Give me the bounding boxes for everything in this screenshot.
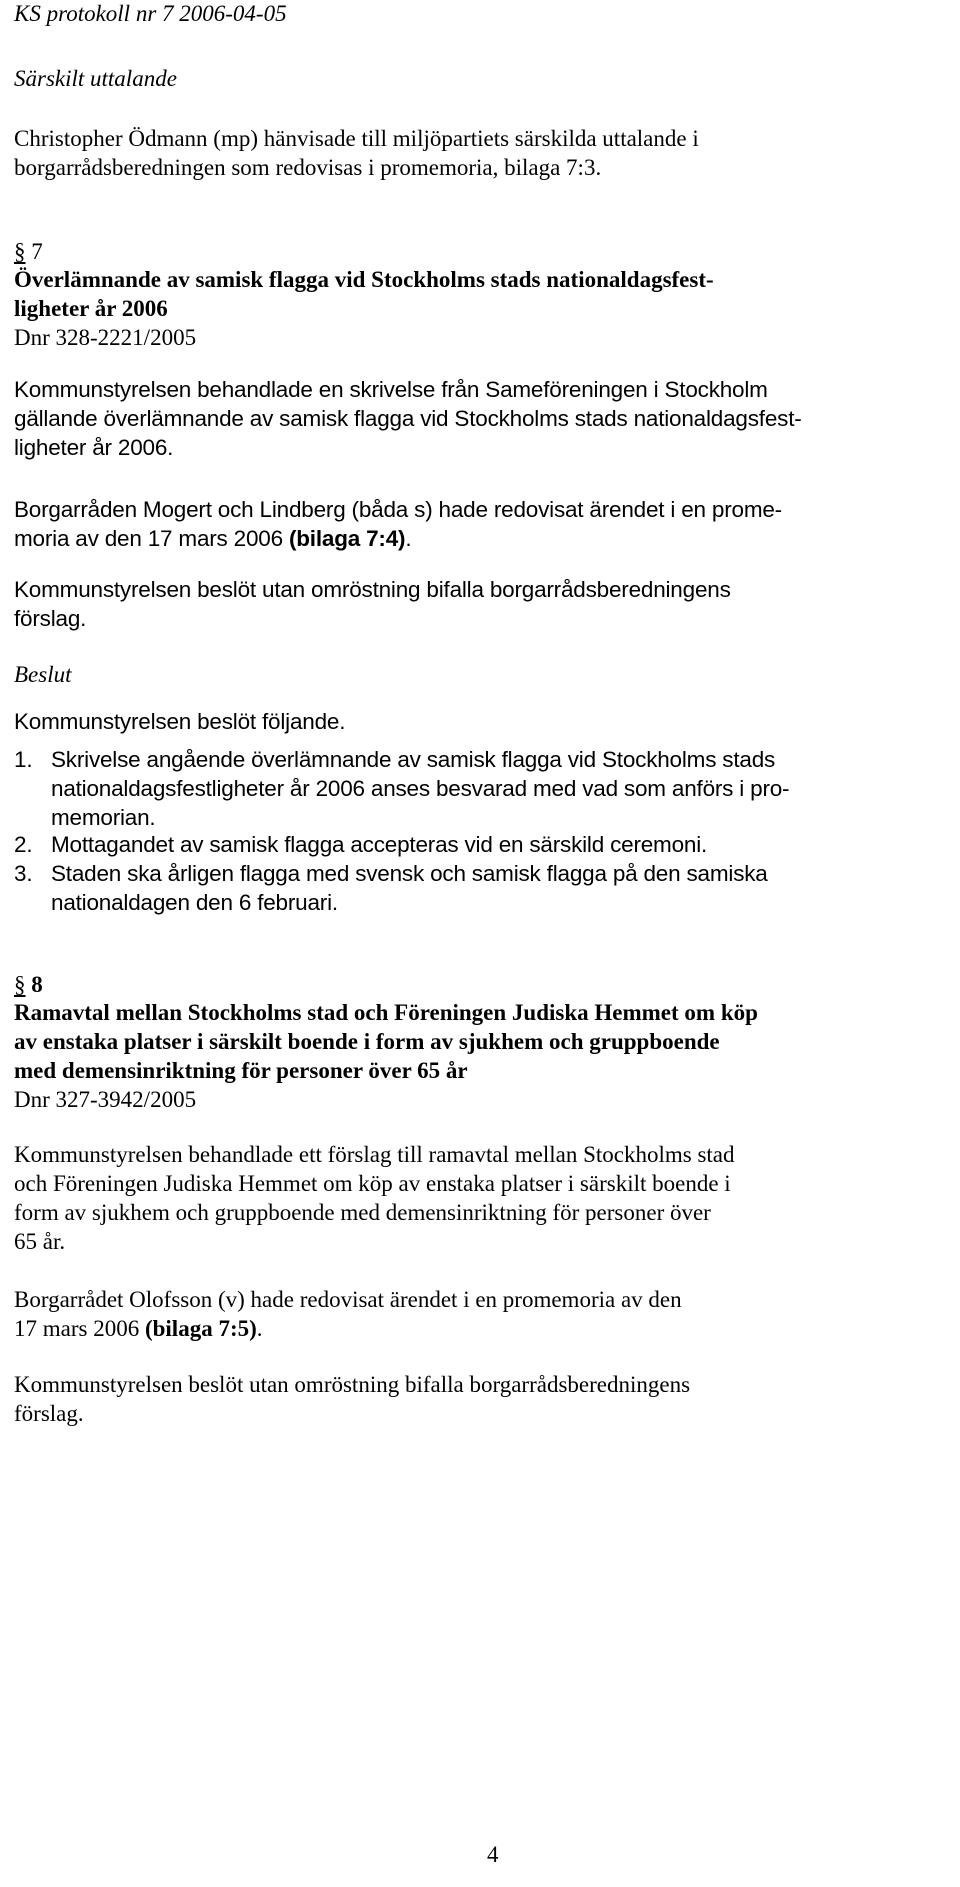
paragraph-line: förslag. <box>14 1401 84 1426</box>
paragraph-line <box>14 524 954 553</box>
paragraph-text: 17 mars 2006 <box>14 1316 145 1341</box>
section-7-paragraph-2 <box>14 495 954 553</box>
special-statement-line: Christopher Ödmann (mp) hänvisade till miljöpartiets särskilda uttalande i <box>14 126 699 151</box>
paragraph-line <box>14 1314 954 1343</box>
paragraph-line: Kommunstyrelsen behandlade en skrivelse från Sameföreningen i Stockholm <box>14 377 768 402</box>
paragraph-line: form av sjukhem och gruppboende med demensinriktning för personer över <box>14 1200 711 1225</box>
section-7-number <box>14 237 954 266</box>
section-title-line: Ramavtal mellan Stockholms stad och Föreningen Judiska Hemmet om köp <box>14 1000 758 1025</box>
paragraph-line: ligheter år 2006. <box>14 435 174 460</box>
section-7-paragraph-1 <box>14 375 954 462</box>
decision-intro: Kommunstyrelsen beslöt följande. <box>14 709 346 734</box>
paragraph-line: Kommunstyrelsen beslöt utan omröstning bifalla borgarrådsberedningens <box>14 1372 691 1397</box>
decision-line: Skrivelse angående överlämnande av samisk flagga vid Stockholms stads <box>51 747 776 772</box>
special-statement-heading: Särskilt uttalande <box>14 66 177 91</box>
section-7-paragraph-3 <box>14 575 954 633</box>
paragraph-line: Kommunstyrelsen beslöt utan omröstning bifalla borgarrådsberedningens <box>14 577 731 602</box>
decision-line: nationaldagen den 6 februari. <box>51 890 338 915</box>
section-title-line: Överlämnande av samisk flagga vid Stockholms stads nationaldagsfest- <box>14 267 714 292</box>
paragraph-line: och Föreningen Judiska Hemmet om köp av enstaka platser i särskilt boende i <box>14 1171 731 1196</box>
special-statement-text <box>14 124 954 182</box>
section-8-paragraph-2 <box>14 1285 954 1343</box>
decision-number: 3. <box>14 861 33 886</box>
special-statement-line: borgarrådsberedningen som redovisas i promemoria, bilaga 7:3. <box>14 155 602 180</box>
section-title-line: med demensinriktning för personer över 65 år <box>14 1058 468 1083</box>
decision-text <box>51 745 951 832</box>
decision-line: nationaldagsfestligheter år 2006 anses besvarad med vad som anförs i pro- <box>51 776 790 801</box>
decision-text <box>51 830 951 859</box>
decision-number: 2. <box>14 832 33 857</box>
section-sign: § <box>14 972 26 997</box>
section-7-title <box>14 265 954 323</box>
paragraph-line: Borgarrådet Olofsson (v) hade redovisat ärendet i en promemoria av den <box>14 1287 682 1312</box>
decision-heading: Beslut <box>14 662 72 687</box>
attachment-reference: (bilaga 7:4) <box>288 526 406 551</box>
section-title-line: ligheter år 2006 <box>14 296 168 321</box>
decision-number: 1. <box>14 747 33 772</box>
paragraph-line: gällande överlämnande av samisk flagga vid Stockholms stads nationaldagsfest- <box>14 406 802 431</box>
section-title-line: av enstaka platser i särskilt boende i form av sjukhem och gruppboende <box>14 1029 720 1054</box>
section-8-paragraph-3 <box>14 1370 954 1428</box>
paragraph-text: moria av den 17 mars 2006 <box>14 526 289 551</box>
section-8-number <box>14 970 954 999</box>
decision-line: memorian. <box>51 805 156 830</box>
section-8-paragraph-1 <box>14 1140 954 1256</box>
attachment-reference: (bilaga 7:5) <box>144 1316 257 1341</box>
paragraph-text: . <box>405 526 412 551</box>
decision-line: Staden ska årligen flagga med svensk och samisk flagga på den samiska <box>51 861 768 886</box>
decision-text <box>51 859 951 917</box>
paragraph-line: 65 år. <box>14 1229 66 1254</box>
section-7-dnr: Dnr 328-2221/2005 <box>14 325 197 350</box>
paragraph-line: Kommunstyrelsen behandlade ett förslag till ramavtal mellan Stockholms stad <box>14 1142 735 1167</box>
section-8-title <box>14 998 954 1085</box>
paragraph-line: Borgarråden Mogert och Lindberg (båda s) hade redovisat ärendet i en prome- <box>14 497 782 522</box>
decision-line: Mottagandet av samisk flagga accepteras vid en särskild ceremoni. <box>51 832 708 857</box>
protocol-header: KS protokoll nr 7 2006-04-05 <box>14 1 287 26</box>
paragraph-text: . <box>256 1316 263 1341</box>
paragraph-line: förslag. <box>14 606 87 631</box>
page-number: 4 <box>487 1842 499 1867</box>
section-sign: § <box>14 239 26 264</box>
section-number: 7 <box>31 239 43 264</box>
section-number: 8 <box>31 972 43 997</box>
section-8-dnr: Dnr 327-3942/2005 <box>14 1087 197 1112</box>
